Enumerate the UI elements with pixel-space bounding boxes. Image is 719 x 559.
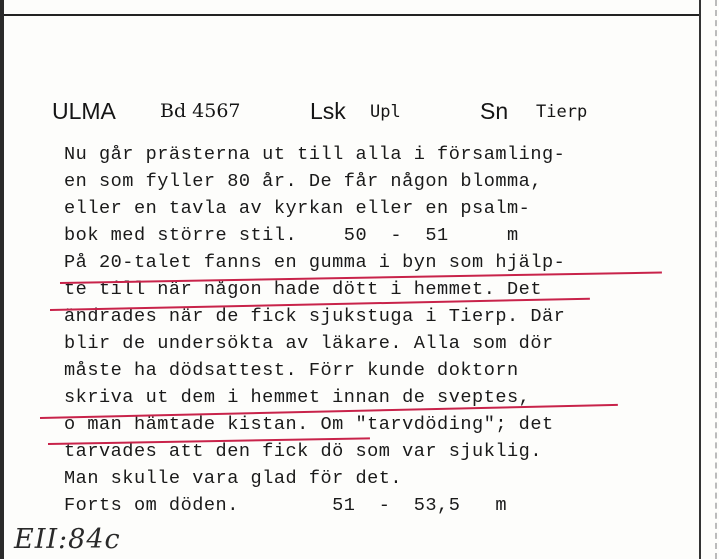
province-value: Upl (370, 102, 401, 122)
text-line-5: På 20-talet fanns en gumma i byn som hjälp- (64, 252, 566, 273)
card-right-edge (699, 0, 715, 559)
text-line-4: bok med större stil. 50 - 51 m (64, 225, 519, 246)
text-line-10: skriva ut dem i hemmet innan de sveptes, (64, 387, 531, 408)
text-line-11: o man hämtade kistan. Om "tarvdöding"; det (64, 414, 554, 435)
text-line-12: tarvades att den fick dö som var sjuklig. (64, 441, 542, 462)
text-line-8: blir de undersökta av läkare. Alla som dör (64, 333, 554, 354)
card-top-edge (0, 0, 700, 16)
parish-label: Sn (480, 98, 509, 124)
card-right-dashed-edge (715, 0, 719, 559)
text-line-14: Forts om döden. 51 - 53,5 m (64, 495, 508, 516)
parish-value: Tierp (536, 102, 588, 122)
text-line-2: en som fyller 80 år. De får någon blomma, (64, 171, 542, 192)
handwritten-reference: EII:84c (14, 524, 121, 555)
text-line-13: Man skulle vara glad för det. (64, 468, 403, 489)
text-line-3: eller en tavla av kyrkan eller en psalm- (64, 198, 531, 219)
archive-label: ULMA (52, 98, 116, 124)
text-line-6: te till när någon hade dött i hemmet. Det (64, 279, 542, 300)
text-line-7: ändrades när de fick sjukstuga i Tierp. Där (64, 306, 566, 327)
volume-number: Bd 4567 (160, 100, 241, 122)
card-left-edge (0, 0, 4, 559)
text-line-1: Nu går prästerna ut till alla i församling- (64, 144, 566, 165)
text-line-9: måste ha dödsattest. Förr kunde doktorn (64, 360, 519, 381)
province-label: Lsk (310, 98, 346, 124)
